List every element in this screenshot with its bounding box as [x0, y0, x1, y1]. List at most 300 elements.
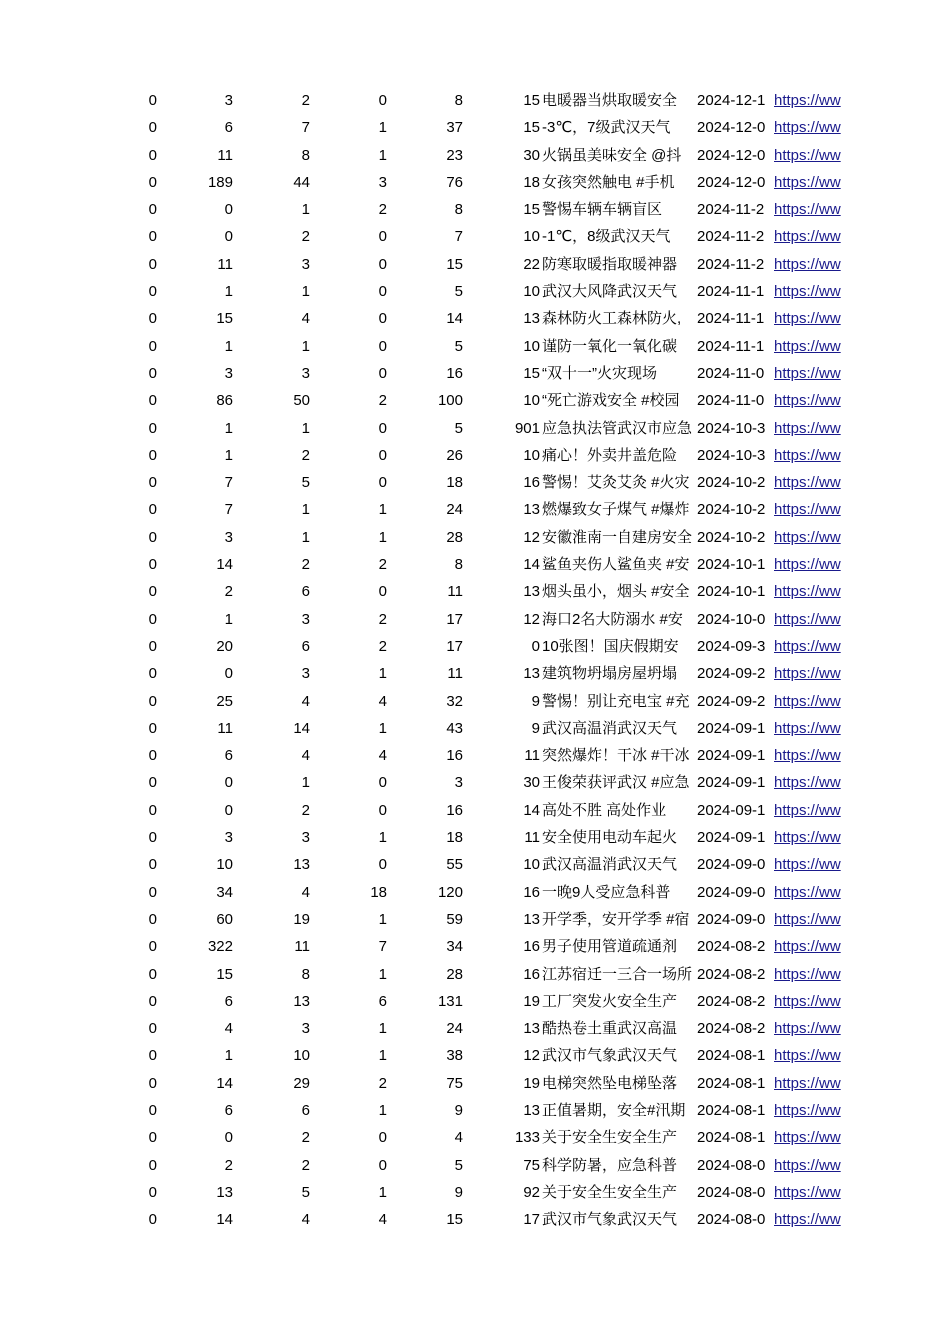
- cell-col-f: 13: [523, 910, 540, 928]
- cell-col-f: 13: [523, 665, 540, 683]
- cell-col-a: 0: [148, 119, 157, 137]
- cell-date: 2024-09-2: [697, 665, 766, 683]
- table-row: [0, 442, 950, 469]
- cell-col-e: 7: [454, 228, 463, 246]
- cell-col-e: 16: [446, 801, 463, 819]
- cell-col-d: 0: [378, 228, 387, 246]
- cell-col-d: 4: [378, 1211, 387, 1229]
- cell-col-e: 14: [446, 310, 463, 328]
- cell-col-d: 0: [378, 1129, 387, 1147]
- cell-col-f: 30: [523, 146, 540, 164]
- cell-link[interactable]: https://ww: [774, 938, 841, 956]
- cell-col-f: 14: [523, 556, 540, 574]
- cell-col-b: 13: [216, 1183, 233, 1201]
- cell-col-a: 0: [148, 556, 157, 574]
- cell-link[interactable]: https://ww: [774, 92, 841, 109]
- cell-date: 2024-11-2: [697, 228, 765, 246]
- cell-col-d: 0: [378, 774, 387, 792]
- table-row: [0, 223, 950, 250]
- cell-col-f: 16: [523, 965, 540, 983]
- cell-date: 2024-09-1: [697, 829, 766, 847]
- cell-col-c: 4: [301, 1211, 310, 1229]
- cell-col-e: 8: [454, 556, 463, 574]
- cell-col-b: 34: [216, 883, 233, 901]
- cell-col-d: 3: [378, 173, 387, 191]
- cell-col-a: 0: [148, 255, 157, 273]
- cell-col-a: 0: [148, 829, 157, 847]
- cell-col-b: 1: [224, 419, 233, 437]
- cell-col-c: 4: [301, 747, 310, 765]
- cell-date: 2024-11-0: [697, 392, 765, 410]
- cell-title: 谨防一氧化一氧化碳: [542, 337, 678, 355]
- cell-col-f: 22: [523, 255, 540, 273]
- cell-col-a: 0: [148, 1101, 157, 1119]
- cell-date: 2024-09-0: [697, 910, 766, 928]
- cell-title: 电暖器当烘取暖安全: [542, 92, 678, 109]
- cell-col-a: 0: [148, 910, 157, 928]
- table-row: [0, 851, 950, 878]
- cell-col-b: 1: [224, 610, 233, 628]
- cell-title: 武汉市气象武汉天气: [542, 1211, 678, 1229]
- cell-col-d: 4: [378, 747, 387, 765]
- cell-link[interactable]: https://ww: [774, 610, 841, 628]
- cell-col-d: 2: [378, 1074, 387, 1092]
- cell-col-f: 16: [523, 474, 540, 492]
- cell-col-f: 13: [523, 310, 540, 328]
- cell-title: 森林防火工森林防火,: [542, 310, 682, 328]
- cell-col-a: 0: [148, 1211, 157, 1229]
- cell-date: 2024-09-1: [697, 774, 766, 792]
- cell-col-d: 0: [378, 364, 387, 382]
- cell-col-d: 0: [378, 583, 387, 601]
- table-row: [0, 1124, 950, 1151]
- table-row: [0, 1042, 950, 1069]
- cell-col-e: 28: [446, 965, 463, 983]
- cell-date: 2024-11-2: [697, 255, 765, 273]
- cell-title: 高处不胜 高处作业: [542, 801, 667, 819]
- cell-title: 武汉大风降武汉天气: [542, 283, 678, 301]
- cell-col-f: 13: [523, 1101, 540, 1119]
- cell-col-e: 24: [446, 1020, 463, 1038]
- cell-col-f: 19: [523, 1074, 540, 1092]
- cell-col-c: 2: [301, 1129, 310, 1147]
- cell-date: 2024-12-0: [697, 146, 766, 164]
- cell-title: 警惕！别让充电宝 #充: [542, 692, 690, 710]
- cell-date: 2024-08-0: [697, 1211, 766, 1229]
- cell-col-d: 0: [378, 856, 387, 874]
- cell-col-f: 75: [523, 1156, 540, 1174]
- table-row: [0, 1152, 950, 1179]
- cell-col-b: 11: [217, 255, 233, 273]
- cell-link[interactable]: https://ww: [774, 310, 841, 328]
- cell-col-e: 23: [446, 146, 463, 164]
- cell-col-a: 0: [148, 856, 157, 874]
- cell-col-b: 189: [207, 173, 233, 191]
- cell-date: 2024-11-1: [697, 283, 765, 301]
- cell-link[interactable]: https://ww: [774, 364, 841, 382]
- cell-col-c: 2: [301, 801, 310, 819]
- table-row: [0, 961, 950, 988]
- cell-col-a: 0: [148, 392, 157, 410]
- cell-col-e: 16: [446, 364, 463, 382]
- cell-link[interactable]: https://ww: [774, 801, 841, 819]
- cell-col-d: 0: [378, 310, 387, 328]
- cell-col-e: 100: [437, 392, 463, 410]
- cell-date: 2024-12-1: [697, 92, 766, 109]
- cell-col-d: 1: [378, 1047, 387, 1065]
- cell-date: 2024-08-2: [697, 1020, 766, 1038]
- cell-col-a: 0: [148, 747, 157, 765]
- cell-title: 武汉市气象武汉天气: [542, 1047, 678, 1065]
- cell-col-b: 14: [216, 556, 233, 574]
- cell-col-e: 8: [454, 92, 463, 109]
- cell-col-c: 29: [293, 1074, 310, 1092]
- cell-col-a: 0: [148, 1183, 157, 1201]
- cell-date: 2024-08-0: [697, 1183, 766, 1201]
- cell-col-e: 5: [454, 283, 463, 301]
- cell-link[interactable]: https://ww: [774, 637, 841, 655]
- cell-col-b: 1: [224, 283, 233, 301]
- table-row: [0, 169, 950, 196]
- cell-col-c: 13: [293, 856, 310, 874]
- cell-col-a: 0: [148, 665, 157, 683]
- cell-title: 海口2名大防溺水 #安: [542, 610, 683, 628]
- cell-col-b: 11: [217, 719, 233, 737]
- cell-col-e: 16: [446, 747, 463, 765]
- cell-col-b: 25: [216, 692, 233, 710]
- cell-col-b: 20: [216, 637, 233, 655]
- cell-col-a: 0: [148, 419, 157, 437]
- cell-title: 王俊荣获评武汉 #应急: [542, 774, 690, 792]
- cell-date: 2024-10-2: [697, 501, 766, 519]
- cell-col-d: 0: [378, 337, 387, 355]
- cell-col-c: 13: [293, 992, 310, 1010]
- cell-col-c: 4: [301, 310, 310, 328]
- cell-col-e: 5: [454, 337, 463, 355]
- cell-link[interactable]: https://ww: [774, 1211, 841, 1229]
- cell-title: 建筑物坍塌房屋坍塌: [542, 665, 678, 683]
- cell-col-f: 10: [523, 446, 540, 464]
- cell-title: 鲨鱼夹伤人鲨鱼夹 #安: [542, 556, 690, 574]
- cell-col-b: 10: [216, 856, 233, 874]
- cell-date: 2024-11-1: [697, 310, 765, 328]
- table-row: [0, 660, 950, 687]
- cell-col-b: 86: [216, 392, 233, 410]
- cell-col-c: 4: [301, 692, 310, 710]
- cell-col-d: 0: [378, 283, 387, 301]
- cell-col-a: 0: [148, 201, 157, 219]
- cell-col-b: 11: [217, 146, 233, 164]
- cell-col-c: 2: [301, 446, 310, 464]
- cell-date: 2024-10-2: [697, 474, 766, 492]
- cell-link[interactable]: https://ww: [774, 146, 841, 164]
- cell-col-b: 2: [224, 583, 233, 601]
- cell-col-b: 322: [207, 938, 233, 956]
- table-row: [0, 496, 950, 523]
- cell-col-c: 1: [301, 774, 310, 792]
- cell-col-a: 0: [148, 146, 157, 164]
- table-row: [0, 251, 950, 278]
- cell-date: 2024-09-0: [697, 856, 766, 874]
- cell-col-b: 15: [216, 310, 233, 328]
- cell-col-d: 1: [378, 719, 387, 737]
- table-row: [0, 879, 950, 906]
- table-row: [0, 305, 950, 332]
- cell-col-f: 16: [523, 938, 540, 956]
- cell-col-c: 1: [301, 283, 310, 301]
- cell-link[interactable]: https://ww: [774, 1183, 841, 1201]
- cell-col-c: 50: [293, 392, 310, 410]
- table-row: [0, 578, 950, 605]
- cell-col-d: 1: [378, 501, 387, 519]
- cell-col-b: 6: [224, 992, 233, 1010]
- cell-link[interactable]: https://ww: [774, 201, 841, 219]
- cell-col-a: 0: [148, 528, 157, 546]
- cell-date: 2024-09-1: [697, 719, 766, 737]
- cell-col-d: 18: [370, 883, 387, 901]
- cell-col-f: 901: [514, 419, 540, 437]
- cell-col-c: 44: [293, 173, 310, 191]
- cell-col-a: 0: [148, 774, 157, 792]
- cell-col-a: 0: [148, 992, 157, 1010]
- cell-col-e: 5: [454, 1156, 463, 1174]
- cell-link[interactable]: https://ww: [774, 228, 841, 246]
- cell-title: 江苏宿迁一三合一场所: [542, 965, 693, 983]
- cell-col-e: 8: [454, 201, 463, 219]
- cell-col-d: 0: [378, 419, 387, 437]
- cell-col-c: 3: [301, 665, 310, 683]
- cell-title: 工厂突发火安全生产: [542, 992, 678, 1010]
- cell-date: 2024-08-2: [697, 965, 766, 983]
- table-row: [0, 769, 950, 796]
- cell-col-e: 43: [446, 719, 463, 737]
- cell-col-e: 26: [446, 446, 463, 464]
- cell-title: 警惕！艾灸艾灸 #火灾: [542, 474, 690, 492]
- cell-title: 安全使用电动车起火: [542, 829, 678, 847]
- cell-col-c: 2: [301, 228, 310, 246]
- cell-link[interactable]: https://ww: [774, 1129, 841, 1147]
- cell-col-b: 3: [224, 364, 233, 382]
- cell-link[interactable]: https://ww: [774, 446, 841, 464]
- cell-link[interactable]: https://ww: [774, 692, 841, 710]
- cell-link[interactable]: https://ww: [774, 719, 841, 737]
- cell-link[interactable]: https://ww: [774, 1101, 841, 1119]
- cell-link[interactable]: https://ww: [774, 829, 841, 847]
- cell-date: 2024-08-2: [697, 938, 766, 956]
- spreadsheet-table: [0, 87, 950, 1233]
- cell-col-d: 1: [378, 665, 387, 683]
- cell-col-a: 0: [148, 692, 157, 710]
- cell-title: 男子使用管道疏通剂: [542, 938, 678, 956]
- cell-col-c: 6: [301, 583, 310, 601]
- table-row: [0, 824, 950, 851]
- cell-col-a: 0: [148, 92, 157, 109]
- cell-col-d: 0: [378, 92, 387, 109]
- cell-col-b: 60: [216, 910, 233, 928]
- cell-date: 2024-09-3: [697, 637, 766, 655]
- cell-date: 2024-11-2: [697, 201, 765, 219]
- cell-date: 2024-09-1: [697, 801, 766, 819]
- cell-col-d: 2: [378, 556, 387, 574]
- cell-link[interactable]: https://ww: [774, 1047, 841, 1065]
- cell-col-d: 1: [378, 1020, 387, 1038]
- cell-date: 2024-09-0: [697, 883, 766, 901]
- cell-col-e: 15: [446, 1211, 463, 1229]
- cell-col-b: 0: [224, 201, 233, 219]
- cell-link[interactable]: https://ww: [774, 1156, 841, 1174]
- cell-col-f: 9: [531, 692, 540, 710]
- cell-col-c: 5: [301, 474, 310, 492]
- cell-col-f: 16: [523, 883, 540, 901]
- cell-col-b: 3: [224, 829, 233, 847]
- cell-col-b: 1: [224, 446, 233, 464]
- cell-col-b: 7: [224, 474, 233, 492]
- cell-title: 安徽淮南一自建房安全: [542, 528, 693, 546]
- cell-col-e: 76: [446, 173, 463, 191]
- cell-col-d: 2: [378, 610, 387, 628]
- cell-col-e: 18: [446, 474, 463, 492]
- cell-col-f: 9: [531, 719, 540, 737]
- cell-col-f: 14: [523, 801, 540, 819]
- cell-col-e: 17: [446, 637, 463, 655]
- cell-col-d: 1: [378, 965, 387, 983]
- cell-col-f: 92: [523, 1183, 540, 1201]
- cell-title: “双十一”火灾现场: [542, 364, 657, 382]
- cell-col-c: 1: [301, 337, 310, 355]
- cell-col-e: 5: [454, 419, 463, 437]
- cell-col-a: 0: [148, 446, 157, 464]
- cell-link[interactable]: https://ww: [774, 419, 841, 437]
- cell-col-b: 0: [224, 801, 233, 819]
- cell-link[interactable]: https://ww: [774, 255, 841, 273]
- cell-link[interactable]: https://ww: [774, 856, 841, 874]
- table-row: [0, 633, 950, 660]
- cell-date: 2024-12-0: [697, 173, 766, 191]
- cell-link[interactable]: https://ww: [774, 747, 841, 765]
- cell-link[interactable]: https://ww: [774, 1074, 841, 1092]
- cell-title: 突然爆炸！干冰 #干冰: [542, 747, 690, 765]
- cell-col-a: 0: [148, 1047, 157, 1065]
- cell-col-a: 0: [148, 610, 157, 628]
- cell-title: 防寒取暖指取暖神器: [542, 255, 678, 273]
- cell-col-f: 17: [523, 1211, 540, 1229]
- cell-title: 火锅虽美味安全 @抖: [542, 146, 682, 164]
- cell-col-f: 15: [523, 201, 540, 219]
- cell-col-f: 30: [523, 774, 540, 792]
- cell-col-c: 19: [293, 910, 310, 928]
- table-row: [0, 688, 950, 715]
- cell-col-f: 11: [524, 829, 540, 847]
- cell-col-d: 0: [378, 446, 387, 464]
- cell-col-a: 0: [148, 965, 157, 983]
- cell-col-c: 10: [293, 1047, 310, 1065]
- cell-link[interactable]: https://ww: [774, 556, 841, 574]
- cell-date: 2024-08-0: [697, 1156, 766, 1174]
- cell-col-f: 10: [523, 392, 540, 410]
- cell-col-b: 14: [216, 1211, 233, 1229]
- cell-col-e: 17: [446, 610, 463, 628]
- cell-link[interactable]: https://ww: [774, 965, 841, 983]
- cell-link[interactable]: https://ww: [774, 665, 841, 683]
- cell-title: 烟头虽小，烟头 #安全: [542, 583, 690, 601]
- table-row: [0, 387, 950, 414]
- cell-link[interactable]: https://ww: [774, 992, 841, 1010]
- cell-col-a: 0: [148, 501, 157, 519]
- cell-col-f: 13: [523, 501, 540, 519]
- cell-title: 燃爆致女子煤气 #爆炸: [542, 501, 690, 519]
- cell-col-a: 0: [148, 474, 157, 492]
- cell-link[interactable]: https://ww: [774, 583, 841, 601]
- cell-col-a: 0: [148, 801, 157, 819]
- cell-col-f: 12: [523, 528, 540, 546]
- cell-col-b: 6: [224, 1101, 233, 1119]
- cell-link[interactable]: https://ww: [774, 474, 841, 492]
- cell-col-f: 15: [523, 92, 540, 109]
- cell-col-f: 0: [531, 637, 540, 655]
- table-row: [0, 114, 950, 141]
- cell-date: 2024-10-0: [697, 610, 766, 628]
- cell-link[interactable]: https://ww: [774, 883, 841, 901]
- cell-title: 警惕车辆车辆盲区: [542, 201, 663, 219]
- table-row: [0, 469, 950, 496]
- cell-title: 武汉高温消武汉天气: [542, 856, 678, 874]
- cell-link[interactable]: https://ww: [774, 283, 841, 301]
- cell-col-f: 18: [523, 173, 540, 191]
- cell-link[interactable]: https://ww: [774, 528, 841, 546]
- cell-col-e: 9: [454, 1183, 463, 1201]
- cell-link[interactable]: https://ww: [774, 501, 841, 519]
- cell-col-b: 7: [224, 501, 233, 519]
- cell-date: 2024-11-1: [697, 337, 765, 355]
- cell-title: 电梯突然坠电梯坠落: [542, 1074, 678, 1092]
- cell-date: 2024-08-1: [697, 1074, 766, 1092]
- cell-col-b: 14: [216, 1074, 233, 1092]
- cell-col-f: 13: [523, 583, 540, 601]
- cell-date: 2024-08-1: [697, 1047, 766, 1065]
- cell-title: 关于安全生安全生产: [542, 1183, 678, 1201]
- cell-link[interactable]: https://ww: [774, 173, 841, 191]
- cell-link[interactable]: https://ww: [774, 119, 841, 137]
- cell-link[interactable]: https://ww: [774, 910, 841, 928]
- cell-col-f: 19: [523, 992, 540, 1010]
- cell-date: 2024-10-1: [697, 556, 766, 574]
- cell-col-f: 10: [523, 283, 540, 301]
- cell-col-c: 3: [301, 255, 310, 273]
- cell-link[interactable]: https://ww: [774, 392, 841, 410]
- cell-date: 2024-09-2: [697, 692, 766, 710]
- cell-col-c: 2: [301, 92, 310, 109]
- cell-col-a: 0: [148, 719, 157, 737]
- table-row: [0, 606, 950, 633]
- cell-date: 2024-08-1: [697, 1129, 766, 1147]
- cell-col-e: 15: [446, 255, 463, 273]
- table-row: [0, 797, 950, 824]
- cell-link[interactable]: https://ww: [774, 774, 841, 792]
- cell-col-c: 4: [301, 883, 310, 901]
- cell-title: 10张图！国庆假期安: [542, 637, 679, 655]
- cell-col-f: 10: [523, 337, 540, 355]
- cell-title: -3℃，7级武汉天气: [542, 119, 671, 137]
- cell-col-e: 37: [446, 119, 463, 137]
- cell-col-d: 4: [378, 692, 387, 710]
- cell-link[interactable]: https://ww: [774, 337, 841, 355]
- table-row: [0, 1015, 950, 1042]
- cell-col-e: 38: [446, 1047, 463, 1065]
- cell-col-b: 6: [224, 747, 233, 765]
- cell-col-d: 1: [378, 1101, 387, 1119]
- cell-link[interactable]: https://ww: [774, 1020, 841, 1038]
- cell-col-d: 2: [378, 392, 387, 410]
